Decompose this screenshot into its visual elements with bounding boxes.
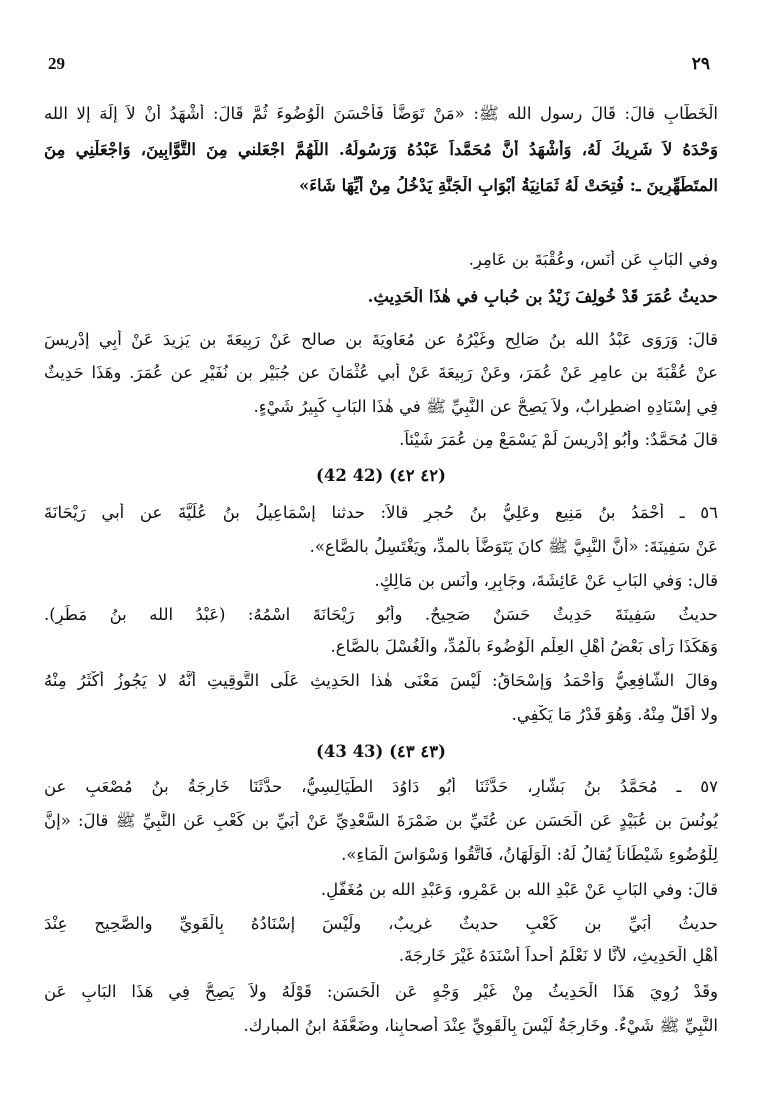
text-line: قالَ مُحَمَّدٌ: وأَبُو إدْرِيسَ لَمْ يَسْمَعْ مِن عُمَرَ شَيْئاً. — [399, 430, 718, 449]
text-line: حديثُ أُبَيِّ بن كَعْبٍ حديثٌ غرِيبٌ، ولَيْسَ إسْنَادُهُ بِالْقَوِيِّ والصَّحِيحِ عِنْدَ — [44, 914, 718, 933]
text-line: ولا أَقَلُّ مِنْهُ. وَهُوَ قَدْرُ مَا يَكْفِي. — [511, 705, 718, 724]
text-line: وَهَكَذَا رَأَى بَعْضُ أَهْلِ العِلْمِ الْوُضُوءَ بالْمُدِّ، والْغُسْلَ بالصَّاعِ. — [330, 637, 718, 656]
text-line: حديثُ عُمَرَ قَدْ خُولِفَ زَيْدُ بن حُبابٍ في هٰذَا الْحَدِيثِ. — [367, 287, 718, 306]
text-line: وقَدْ رُوِيَ هَذَا الْحَدِيثُ مِنْ غَيْرِ وَجْهٍ عَنِ الْحَسَنِ: قَوْلَهُ ولاَ يَصِحُّ فِي هَذَا البَابِ عَنِ — [44, 982, 718, 1001]
text-line: أَهْلِ الْحَدِيثِ، لأنَّا لا نَعْلَمُ أحداً أسْنَدَهُ غَيْرَ خَارِجَةَ. — [398, 946, 718, 965]
text-line: النَّبِيِّ ﷺ شَيْءٌ. وخَارِجَةُ لَيْسَ بِالْقَوِيِّ عِنْدَ أصحابِنا، وضَعَّفَهُ ابنُ المبارك. — [243, 1016, 718, 1035]
text-line: يُونُسَ بنِ عُبَيْدٍ عَنِ الْحَسَنِ عن عُتَيِّ بنِ ضَمْرَةَ السَّعْدِيِّ عَنْ أُبَيِّ بنِ كَعْبٍ عَنِ النَّبِيِّ ﷺ قالَ: «إنَّ — [44, 811, 718, 830]
text-line: عنْ عُقْبَةَ بنِ عامِرٍ عَنْ عُمَرَ، وعَنْ رَبِيعَةَ عَنْ أَبي عُثْمَانَ عن جُبَيْرِ بن نُفَيْرٍ عن عُمَرَ. وهَذَا حَدِيثٌ — [44, 363, 718, 382]
text-line: فِي إسْنَادِهِ اضطِرابٌ، ولاَ يَصِحُّ عن النَّبِيِّ ﷺ في هٰذَا البَابِ كَبِيرُ شَيْءٍ. — [253, 397, 718, 416]
section-heading: (٤٢ ٤٢) (42 42) — [316, 466, 446, 485]
text-line: لِلْوُضُوءِ شَيْطَاناً يُقالُ لَهُ: الْوَلَهَانُ، فَاتَّقُوا وَسْوَاسَ الْمَاءِ». — [341, 845, 718, 864]
text-line: المتَطَهِّرِينَ ـ: فُتِحَتْ لَهُ ثَمَانِيَةُ أَبْوَابِ الْجَنَّةِ يَدْخُلُ مِنْ أَيِّهَا شَاءَ» — [298, 176, 718, 195]
text-line: قالَ: وفي البَابِ عَنْ عَبْدِ الله بنِ عَمْرٍو، وَعَبْدِ الله بنِ مُغَفَّلٍ. — [320, 880, 718, 899]
text-line: وَحْدَهُ لاَ شَرِيكَ لَهُ، وَأَشْهَدُ أَنَّ مُحَمَّداً عَبْدُهُ وَرَسُولُهُ. اللَّهُمَّ اجْعَلني مِنَ التَّوَّابِينَ، وَاجْعَلْنِي مِنَ — [44, 140, 718, 159]
hadith-57: ٥٧ ـ مُحَمَّدُ بنُ بَشَّارٍ، حَدَّثَنَا أَبُو دَاوُدَ الطَّيَالِسِيُّ، حدَّثَنَا خَارِجَةُ بنُ مُصْعَبٍ عن — [44, 777, 718, 796]
page-number-latin: 29 — [48, 54, 65, 73]
section-heading: (٤٣ ٤٣) (43 43) — [316, 742, 446, 761]
text-line: وقالَ الشَّافِعِيُّ وَأَحْمَدُ وَإسْحَاقُ: لَيْسَ مَعْنَى هٰذا الحَدِيثِ عَلَى التَّوقِيتِ أَنَّهُ لا يَجُوزُ أكْثَرُ مِنْهُ — [44, 671, 718, 690]
text-line: قال: وَفي البَابِ عَنْ عَائِشَةَ، وجَابِرٍ، وأَنَسِ بنِ مَالِكٍ. — [374, 571, 718, 590]
text-line: وفي البَابِ عَن أَنَسٍ، وعُقْبَةَ بنِ عَامِرٍ. — [468, 250, 718, 269]
page-number-arabic: ٢٩ — [691, 54, 710, 74]
text-line: حديثُ سَفِينَةَ حَدِيثٌ حَسَنٌ صَحِيحٌ. وأَبُو رَيْحَانَةَ اسْمُهُ: (عَبْدُ الله بنُ مَطَرٍ). — [44, 605, 718, 624]
text-line: عَنْ سَفِينَةَ: «أَنَّ النَّبِيَّ ﷺ كانَ يَتَوَضَّأُ بالمدِّ، ويَغْتَسِلُ بالصَّاعِ». — [309, 537, 718, 556]
text-line: الْخَطَّابِ قالَ: قَالَ رسول الله ﷺ: «مَنْ تَوَضَّأَ فَأَحْسَنَ الْوُضُوءَ ثُمَّ قَالَ: أَشْهَدُ أَنْ لاَ إِلَهَ إلا الله — [44, 104, 718, 123]
text-line: قالَ: وَرَوَى عَبْدُ الله بنُ صَالِحٍ وغَيْرُهُ عن مُعَاوِيَةَ بنِ صالحٍ عَنْ رَبِيعَةَ بنِ يَزِيدَ عَنْ أَبِي إدْرِيسَ — [44, 330, 718, 349]
hadith-56: ٥٦ ـ أحْمَدُ بنُ مَنِيعٍ وعَلِيُّ بنُ حُجرٍ قالاَ: حدثنا إسْمَاعِيلُ بنُ عُلَيَّةَ عن أبي رَيْحَانَةَ — [44, 503, 718, 522]
